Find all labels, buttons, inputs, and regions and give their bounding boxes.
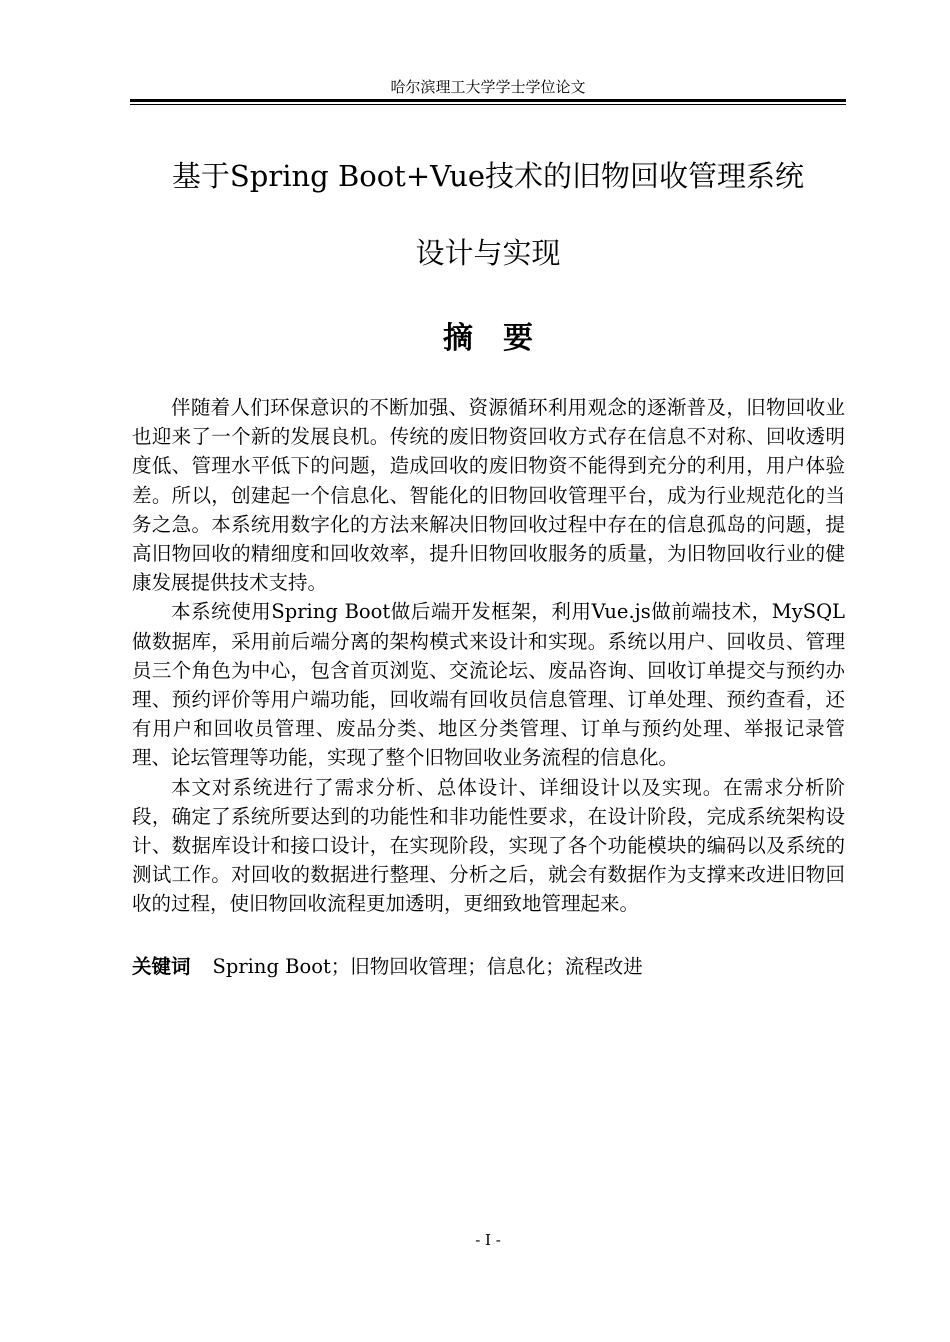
thesis-title-line-1: 基于Spring Boot+Vue技术的旧物回收管理系统 (171, 159, 805, 193)
abstract-paragraph-3: 本文对系统进行了需求分析、总体设计、详细设计以及实现。在需求分析阶段，确定了系统所要达到的功能性和非功能性要求，在设计阶段，完成系统架构设计、数据库设计和接口设计，在实现阶段，实现了各个功能模块的编码以及系统的测试工作。对回收的数据进行整理、分析之后，就会有数据作为支撑来改进旧物回收的过程，使旧物回收流程更加透明，更细致地管理起来。 (132, 775, 845, 916)
thesis-title-line-2: 设计与实现 (415, 236, 561, 270)
abstract-paragraph-1: 伴随着人们环保意识的不断加强、资源循环利用观念的逐渐普及，旧物回收业也迎来了一个新的发展良机。传统的废旧物资回收方式存在信息不对称、回收透明度低、管理水平低下的问题，造成回收的废旧物资不能得到充分的利用，用户体验差。所以，创建起一个信息化、智能化的旧物回收管理平台，成为行业规范化的当务之急。本系统用数字化的方法来解决旧物回收过程中存在的信息孤岛的问题，提高旧物回收的精细度和回收效率，提升旧物回收服务的质量，为旧物回收行业的健康发展提供技术支持。 (132, 396, 845, 595)
page-number: - I - (475, 1231, 501, 1249)
abstract-heading: 摘要 (443, 321, 563, 356)
keywords-text: Spring Boot；旧物回收管理；信息化；流程改进 (212, 955, 643, 978)
abstract-body (132, 393, 845, 919)
header-rule (130, 99, 846, 102)
abstract-paragraph-2: 本系统使用Spring Boot做后端开发框架，利用Vue.js做前端技术，MySQL做数据库，采用前后端分离的架构模式来设计和实现。系统以用户、回收员、管理员三个角色为中心，包含首页浏览、交流论坛、废品咨询、回收订单提交与预约办理、预约评价等用户端功能，回收端有回收员信息管理、订单处理、预约查看，还有用户和回收员管理、废品分类、地区分类管理、订单与预约处理、举报记录管理、论坛管理等功能，实现了整个旧物回收业务流程的信息化。 (132, 600, 845, 770)
keywords-line (132, 952, 845, 981)
header-rule-thin (130, 104, 846, 105)
running-header: 哈尔滨理工大学学士学位论文 (390, 78, 586, 96)
keywords-label: 关键词 (132, 955, 191, 978)
